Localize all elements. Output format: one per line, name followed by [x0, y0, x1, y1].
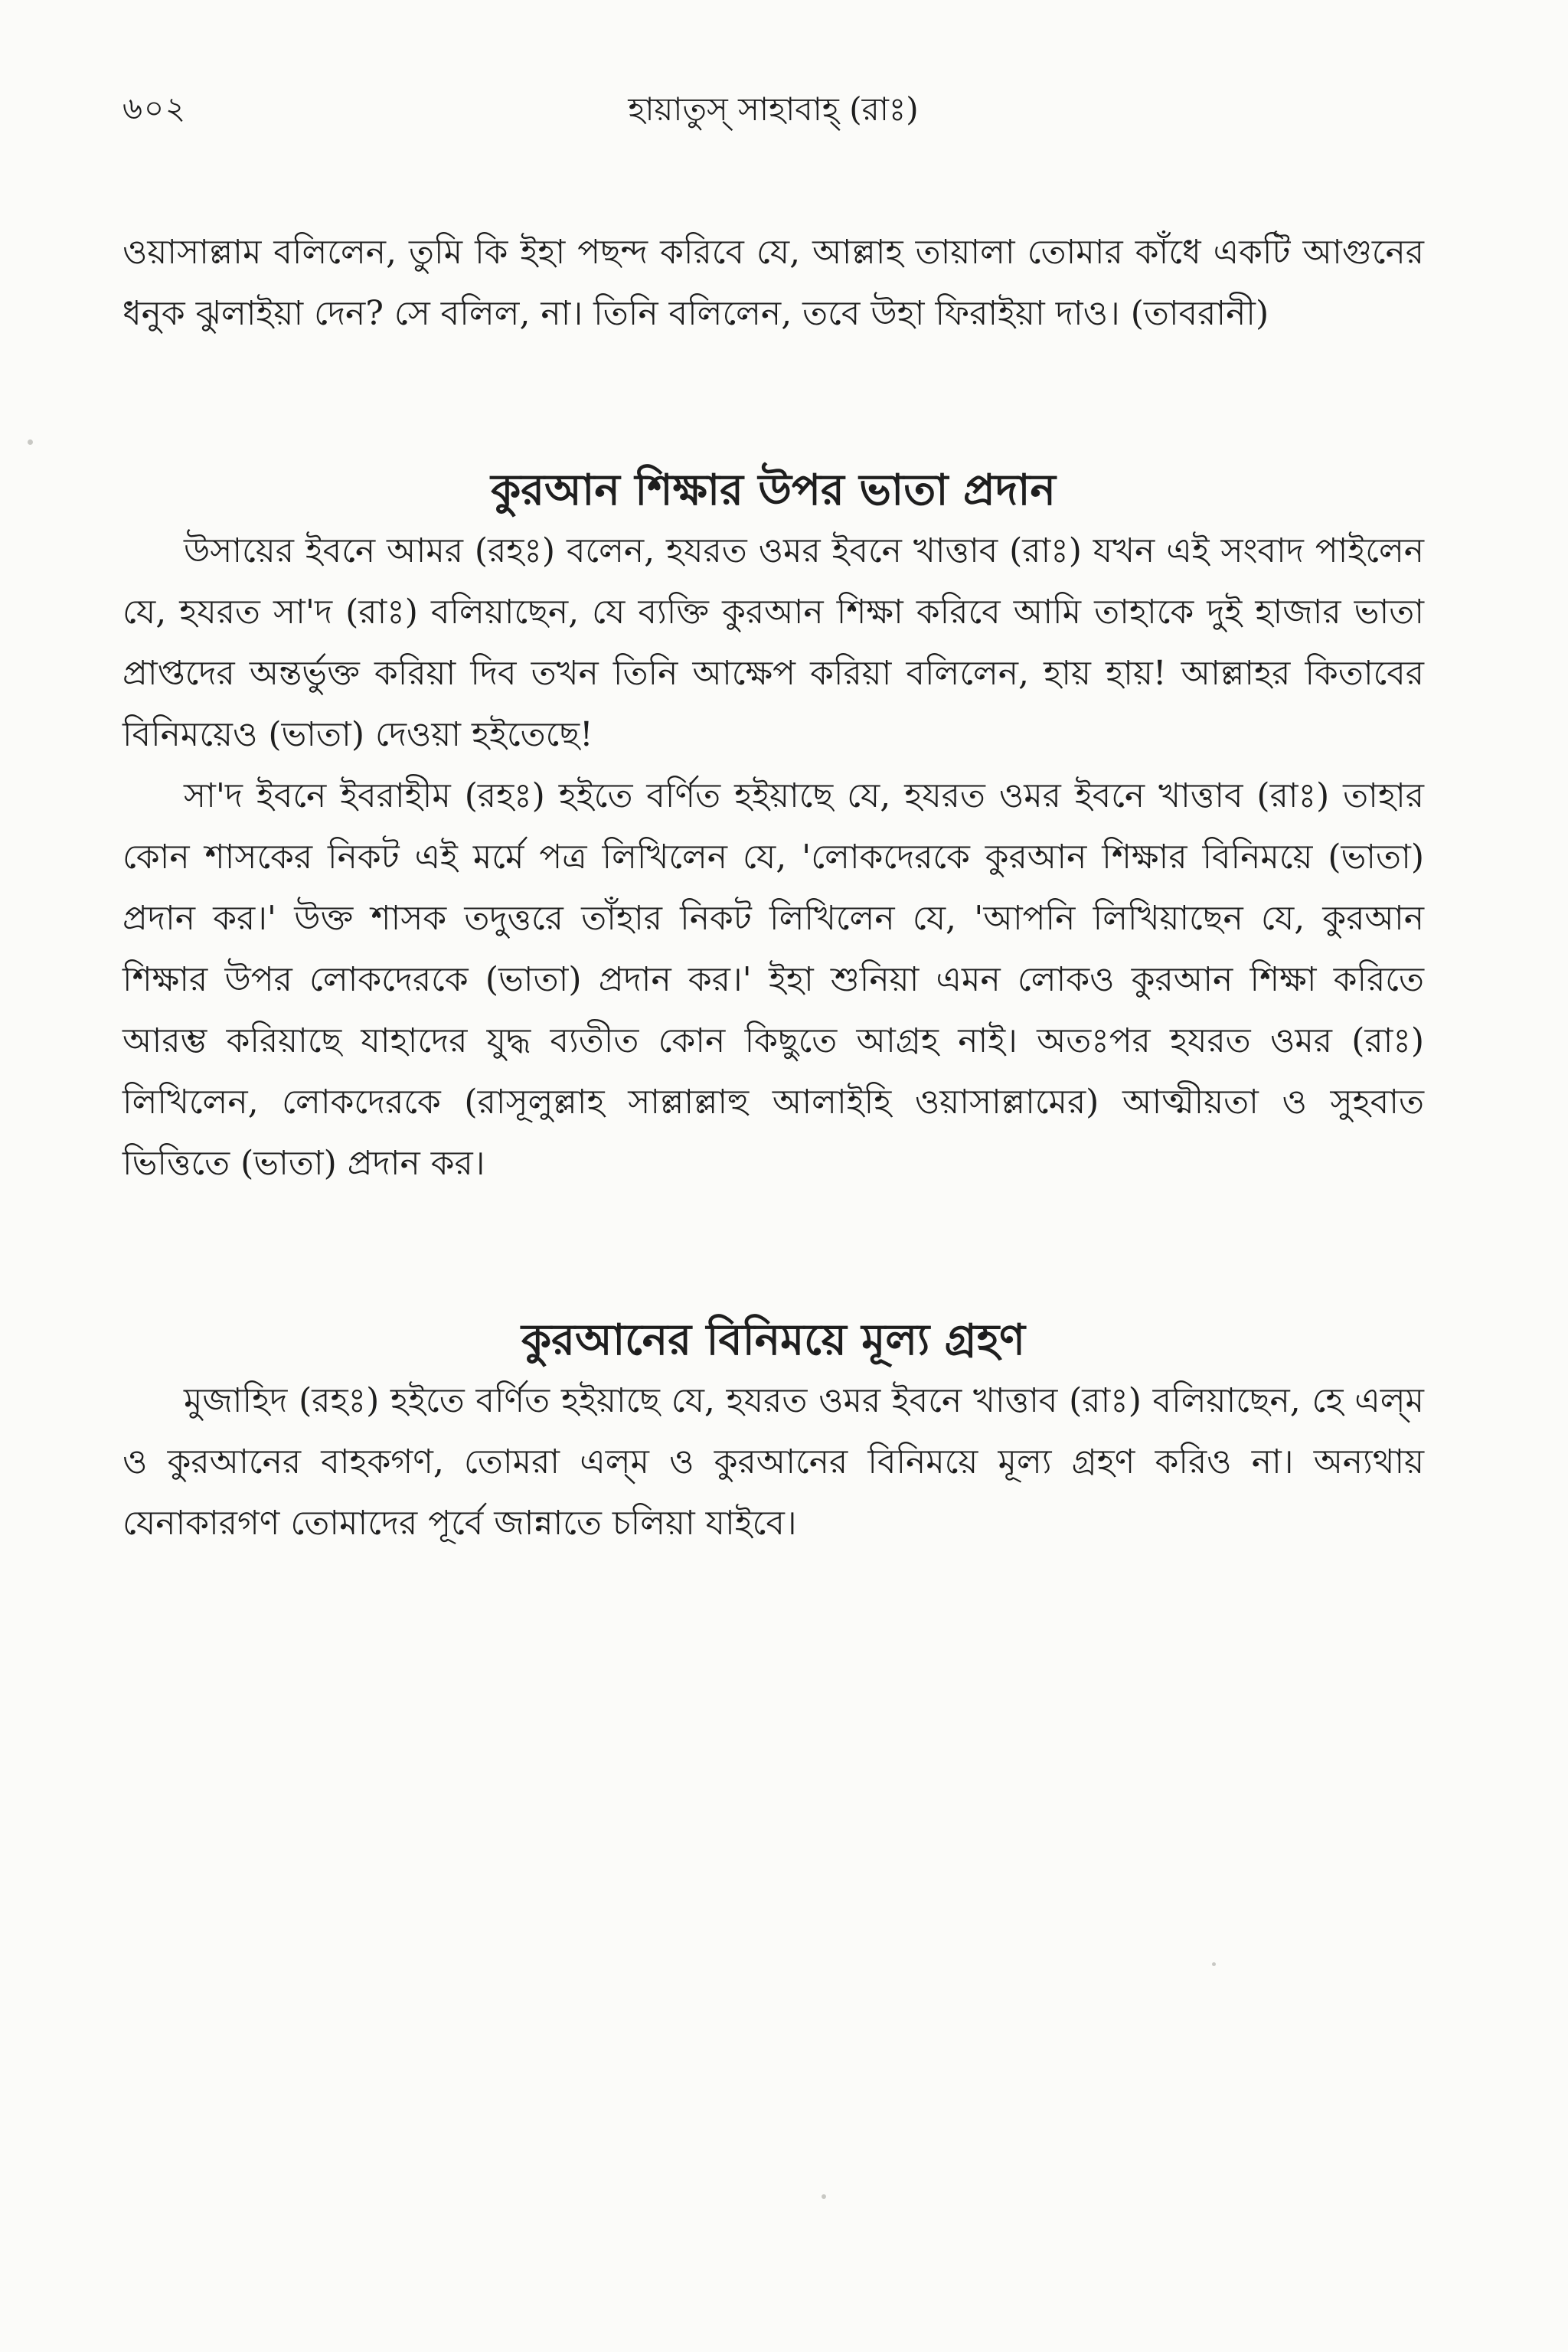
page-header [122, 77, 1424, 138]
paragraph: উসায়ের ইবনে আমর (রহঃ) বলেন, হযরত ওমর ইবনে খাত্তাব (রাঃ) যখন এই সংবাদ পাইলেন যে, হযরত সা'দ (রাঃ) বলিয়াছেন, যে ব্যক্তি কুরআন শিক্ষা করিবে আমি তাহাকে দুই হাজার ভাতা প্রাপ্তদের অন্তর্ভুক্ত করিয়া দিব তখন তিনি আক্ষেপ করিয়া বলিলেন, হায় হায়! আল্লাহর কিতাবের বিনিময়েও (ভাতা) দেওয়া হইতেছে! [122, 531, 1424, 754]
paragraph: সা'দ ইবনে ইবরাহীম (রহঃ) হইতে বর্ণিত হইয়াছে যে, হযরত ওমর ইবনে খাত্তাব (রাঃ) তাহার কোন শাসকের নিকট এই মর্মে পত্র লিখিলেন যে, 'লোকদেরকে কুরআন শিক্ষার বিনিময়ে (ভাতা) প্রদান কর।' উক্ত শাসক তদুত্তরে তাঁহার নিকট লিখিলেন যে, 'আপনি লিখিয়াছেন যে, কুরআন শিক্ষার উপর লোকদেরকে (ভাতা) প্রদান কর।' ইহা শুনিয়া এমন লোকও কুরআন শিক্ষা করিতে আরম্ভ করিয়াছে যাহাদের যুদ্ধ ব্যতীত কোন কিছুতে আগ্রহ নাই। অতঃপর হযরত ওমর (রাঃ) লিখিলেন, লোকদেরকে (রাসূলুল্লাহ সাল্লাল্লাহু আলাইহি ওয়াসাল্লামের) আত্মীয়তা ও সুহবাত ভিত্তিতে (ভাতা) প্রদান কর। [122, 776, 1424, 1183]
scan-smudge [1212, 1962, 1216, 1966]
scan-smudge [28, 439, 33, 445]
section-heading-stipend: কুরআন শিক্ষার উপর ভাতা প্রদান [491, 465, 1056, 515]
page-number: ৬০২ [122, 91, 188, 126]
section-heading-payment: কুরআনের বিনিময়ে মূল্য গ্রহণ [521, 1315, 1026, 1365]
paragraph: মুজাহিদ (রহঃ) হইতে বর্ণিত হইয়াছে যে, হযরত ওমর ইবনে খাত্তাব (রাঃ) বলিয়াছেন, হে এল্‌ম ও কুরআনের বাহকগণ, তোমরা এল্‌ম ও কুরআনের বিনিময়ে মূল্য গ্রহণ করিও না। অন্যথায় যেনাকারগণ তোমাদের পূর্বে জান্নাতে চলিয়া যাইবে। [122, 1381, 1424, 1543]
running-title: হায়াতুস্ সাহাবাহ্ (রাঃ) [628, 90, 919, 128]
intro-paragraph: ওয়াসাল্লাম বলিলেন, তুমি কি ইহা পছন্দ করিবে যে, আল্লাহ তায়ালা তোমার কাঁধে একটি আগুনের ধনুক ঝুলাইয়া দেন? সে বলিল, না। তিনি বলিলেন, তবে উহা ফিরাইয়া দাও। (তাবরানী) [122, 233, 1424, 333]
book-page [122, 77, 1424, 1554]
scan-smudge [822, 2194, 826, 2199]
